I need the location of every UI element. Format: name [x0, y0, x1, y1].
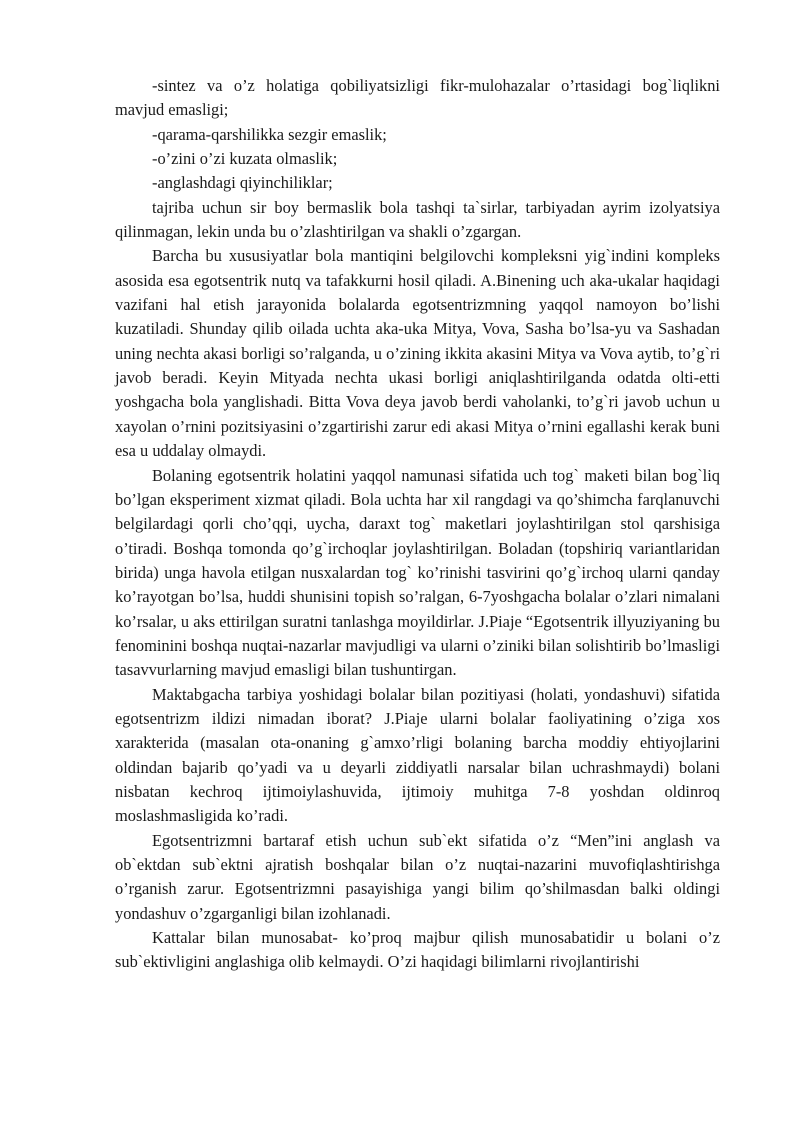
- paragraph-experience: tajriba uchun sir boy bermaslik bola tashqi ta`sirlar, tarbiyadan ayrim izolyatsiya qilinmagan, lekin unda bu o’zlashtirilgan va shakli o’zgargan.: [115, 197, 720, 242]
- paragraph-binet-brothers: Barcha bu xususiyatlar bola mantiqini belgilovchi kompleksni yig`indini kompleks asosida esa egotsentrik nutq va tafakkurni hosil qiladi. A.Binening uch aka-ukalar haqidagi vazifani hal etish jarayonida bolalarda egotsentrizmning yaqqol namoyon bo’lishi kuzatiladi. Shunday qilib oilada uchta aka-uka Mitya, Vova, Sasha bo’lsa-yu va Sashadan uning nechta akasi borligi so’ralganda, u o’zining ikkita akasini Mitya va Vova aytib, to’g`ri javob beradi. Keyin Mityada nechta ukasi borligi aniqlashtirilganda odatda olti-etti yoshgacha bola yanglishadi. Bitta Vova deya javob berdi vaholanki, to’g`ri javob uchun u xayolan o’rnini pozitsiyasini o’zgartirishi zarur edi akasi Mitya o’rnini egallashi kerak buni esa u uddalay olmaydi.: [115, 246, 720, 461]
- paragraph-preschool-egocentrism: Maktabgacha tarbiya yoshidagi bolalar bilan pozitiyasi (holati, yondashuvi) sifatida egotsentrizm ildizi nimadan iborat? J.Piaje ularni bolalar faoliyatining o’ziga xos xarakterida (masalan ota-onaning g`amxo’rligi bolaning barcha moddiy ehtiyojlarini oldindan bajarib qo’yadi va u deyarli ziddiyatli narsalar bilan uchrashmaydi) bolani nisbatan kechroq ijtimoiylashuvida, ijtimoiy muhitga 7-8 yoshdan oldinroq moslashmasligida ko’radi.: [115, 684, 720, 826]
- paragraph-list-item-contradiction: -qarama-qarshilikka sezgir emaslik;: [152, 124, 387, 144]
- paragraph-list-item-self-observation: -o’zini o’zi kuzata olmaslik;: [152, 149, 338, 169]
- paragraph-overcoming-egocentrism: Egotsentrizmni bartaraf etish uchun sub`ekt sifatida o’z “Men”ini anglash va ob`ektdan sub`ektni ajratish boshqalar bilan o’z nuqtai-nazarini muvofiqlashtirishga o’rganish zarur. Egotsentrizmni pasayishiga yangi bilim qo’shilmasdan balki oldingi yondashuv o’zgarganligi bilan izohlanadi.: [115, 830, 720, 923]
- paragraph-list-item-synthesis: -sintez va o’z holatiga qobiliyatsizligi fikr-mulohazalar o’rtasidagi bog`liqlikni mavjud emasligi;: [115, 76, 720, 120]
- document-page: [115, 74, 720, 975]
- paragraph-adult-relations: Kattalar bilan munosabat- ko’proq majbur qilish munosabatidir u bolani o’z sub`ektivligini anglashiga olib kelmaydi. O’zi haqidagi bilimlarni rivojlantirishi: [115, 928, 720, 972]
- paragraph-three-mountains: Bolaning egotsentrik holatini yaqqol namunasi sifatida uch tog` maketi bilan bog`liq bo’lgan eksperiment xizmat qiladi. Bola uchta har xil rangdagi va qo’shimcha farqlanuvchi belgilardagi qorli cho’qqi, uycha, daraxt tog` maketlari joylashtirilgan stol qarshisiga o’tiradi. Boshqa tomonda qo’g`irchoqlar joylashtirilgan. Boladan (topshiriq variantlaridan birida) unga havola etilgan nusxalardan tog` ko’rinishi tasvirini qo’g`irchoq ularni qanday ko’rayotgan bo’lsa, huddi shunisini topish so’ralgan, 6-7yoshgacha bolalar o’zlari nimalani ko’rsalar, u aks ettirilgan suratni tanlashga moyildirlar. J.Piaje “Egotsentrik illyuziyaning bu fenominini boshqa nuqtai-nazarlar mavjudligi va ularni o’ziniki bilan solishtirib bo’lmasligi tasavvurlarning mavjud emasligi bilan tushuntirgan.: [115, 465, 720, 680]
- paragraph-list-item-understanding: -anglashdagi qiyinchiliklar;: [152, 173, 333, 193]
